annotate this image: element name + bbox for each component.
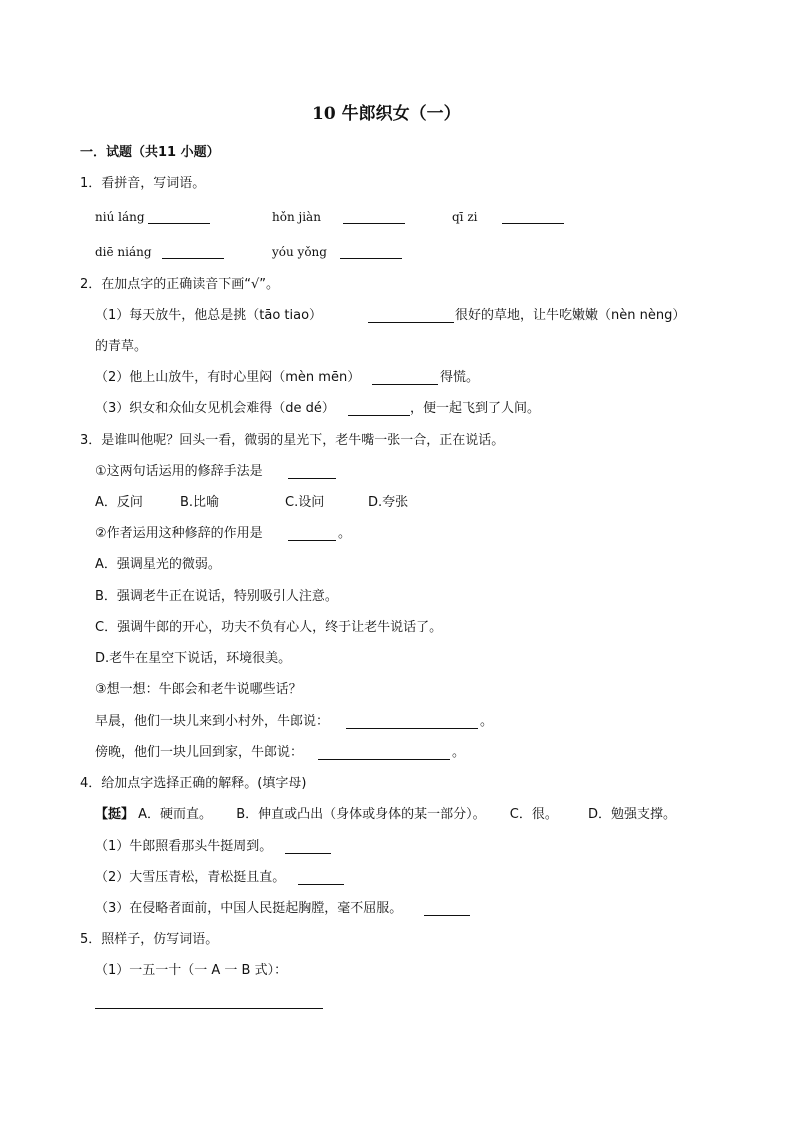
q3-part3-evening: 傍晚，他们一块儿回到家，牛郎说： [95,745,304,760]
q3-part2-blank[interactable] [288,528,336,541]
q4-sub3-text: （3）在侵略者面前，中国人民挺起胸膛，毫不屈服。 [95,901,403,916]
q3-part3-prompt: ③想一想：牛郎会和老牛说哪些话？ [95,682,302,697]
q3-part2-option-a[interactable]: A．强调星光的微弱。 [95,557,221,572]
q1-answer-blank-4[interactable] [162,246,224,259]
q2-sub2-text-b: 得慌。 [440,370,480,385]
q3-part3-evening-period: 。 [452,745,466,760]
q4-definition-b: B．伸直或凸出（身体或身体的某一部分）。 [236,807,486,822]
q2-sub3-blank[interactable] [348,403,410,416]
q3-part1-prompt: ①这两句话运用的修辞手法是 [95,464,263,479]
q1-pinyin-5: yóu yǒng [272,245,327,259]
q1-answer-blank-2[interactable] [343,211,405,224]
q3-part2-period: 。 [338,526,352,541]
q1-answer-blank-1[interactable] [148,211,210,224]
q4-stem: 4．给加点字选择正确的解释。(填字母) [80,776,307,791]
q4-definition-a: A．硬而直。 [138,807,213,822]
q2-stem: 2．在加点字的正确读音下画“√”。 [80,277,280,292]
q2-sub1-text-b: 很好的草地，让牛吃嫩嫩（nèn nèng） [455,308,686,323]
q3-option-d[interactable]: D.夸张 [368,495,409,510]
q1-answer-blank-3[interactable] [502,211,564,224]
q5-sub1-blank[interactable] [95,996,323,1009]
q4-definition-label: 【挺】 [95,807,135,822]
q2-sub3-text-b: ，便一起飞到了人间。 [410,401,541,416]
q4-sub2-text: （2）大雪压青松，青松挺且直。 [95,870,286,885]
q3-option-a[interactable]: A．反问 [95,495,143,510]
q2-sub1-text: （1）每天放牛，他总是挑（tāo tiao） [95,308,323,323]
q4-definition-d: D．勉强支撑。 [587,807,676,822]
q3-part3-evening-blank[interactable] [318,747,450,760]
q3-part2-option-c[interactable]: C．强调牛郎的开心，功夫不负有心人，终于让老牛说话了。 [95,620,443,635]
q4-sub1-blank[interactable] [285,841,331,854]
q3-part2-option-d[interactable]: D.老牛在星空下说话，环境很美。 [95,651,292,666]
q3-part2-option-b[interactable]: B．强调老牛正在说话，特别吸引人注意。 [95,589,338,604]
q3-stem: 3．是谁叫他呢？回头一看，微弱的星光下，老牛嘴一张一合，正在说话。 [80,433,505,448]
q4-sub2-blank[interactable] [298,872,344,885]
q4-definitions [95,807,676,823]
q1-pinyin-3: qī zi [452,210,478,224]
q5-stem: 5．照样子，仿写词语。 [80,932,219,947]
q4-sub1-text: （1）牛郎照看那头牛挺周到。 [95,839,273,854]
q3-option-c[interactable]: C.设问 [285,495,325,510]
q3-part3-morning-period: 。 [480,714,494,729]
q4-sub3-blank[interactable] [424,903,470,916]
q1-stem: 1．看拼音，写词语。 [80,176,206,191]
section-heading: 一．试题（共11 小题） [80,145,220,160]
q3-part3-morning-blank[interactable] [346,716,478,729]
q3-option-b[interactable]: B.比喻 [180,495,220,510]
q1-pinyin-4: diē niáng [95,245,152,259]
q1-pinyin-2: hǒn jiàn [272,210,321,224]
page-title: 10 牛郎织女（一） [312,104,461,124]
q4-definition-c: C．很。 [509,807,558,822]
q2-sub2-blank[interactable] [372,372,438,385]
q2-sub3-text: （3）织女和众仙女见机会难得（de dé） [95,401,335,416]
q3-part2-prompt: ②作者运用这种修辞的作用是 [95,526,263,541]
q2-sub1-blank[interactable] [368,310,454,323]
q3-part3-morning: 早晨，他们一块儿来到小村外，牛郎说： [95,714,330,729]
q1-answer-blank-5[interactable] [340,246,402,259]
q5-sub1-text: （1）一五一十（一 A 一 B 式）： [95,963,288,978]
q2-sub2-text: （2）他上山放牛，有时心里闷（mèn mēn） [95,370,361,385]
q2-sub1-text-c: 的青草。 [95,339,148,354]
q1-pinyin-1: niú láng [95,210,145,224]
q3-part1-blank[interactable] [288,466,336,479]
